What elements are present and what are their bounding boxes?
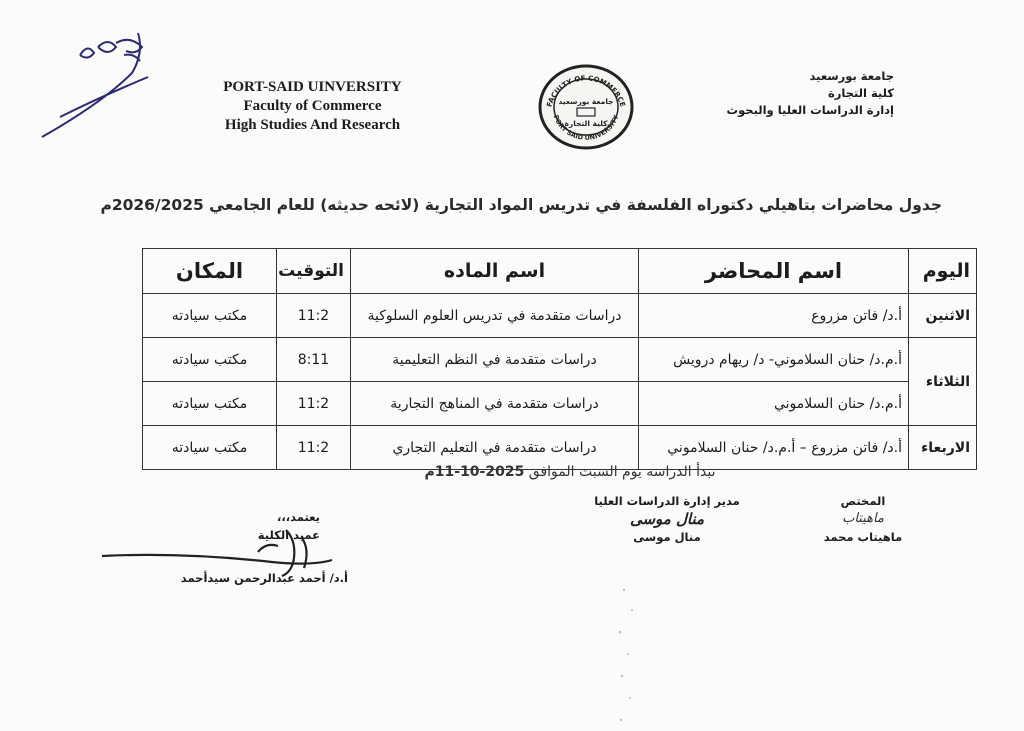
handwritten-approval-mark	[20, 25, 170, 140]
arabic-header	[634, 68, 894, 119]
row-day: الثلاثاء	[909, 338, 977, 426]
row-subject: دراسات متقدمة في تدريس العلوم السلوكية	[351, 294, 639, 338]
faculty-seal	[537, 62, 635, 150]
specialist-handwriting: ماهيتاب	[842, 511, 884, 526]
row-time: 11:2	[277, 294, 351, 338]
table-row	[143, 294, 977, 338]
scan-speckle	[612, 580, 672, 730]
row-lecturer: أ.د/ فاتن مزروع – أ.م.د/ حنان السلاموني	[639, 426, 909, 470]
row-lecturer: أ.م.د/ حنان السلاموني	[639, 382, 909, 426]
study-start-note	[380, 464, 760, 480]
row-day: الاثنين	[909, 294, 977, 338]
table-row	[143, 382, 977, 426]
dean-approval: يعتمد،،،	[277, 510, 320, 524]
university-name-ar: جامعة بورسعيد	[809, 69, 894, 83]
row-place: مكتب سيادته	[143, 426, 277, 470]
lecture-schedule-table	[142, 248, 977, 470]
table-row	[143, 426, 977, 470]
seal-center-bottom: كلية التجارة	[564, 119, 608, 128]
row-time: 11:2	[277, 426, 351, 470]
university-name-en: PORT-SAID UINVERSITY	[223, 79, 402, 95]
dean-name: أ.د/ أحمد عبدالرحمن سيدأحمد	[180, 571, 348, 585]
english-header	[205, 78, 420, 135]
start-date: 2025-10-11م	[424, 464, 525, 480]
row-subject: دراسات متقدمة في المناهج التجارية	[351, 382, 639, 426]
specialist-signature-block	[808, 492, 918, 546]
row-place: مكتب سيادته	[143, 338, 277, 382]
row-lecturer: أ.د/ فاتن مزروع	[639, 294, 909, 338]
faculty-name-en: Faculty of Commerce	[243, 98, 382, 114]
faculty-name-ar: كلية التجارة	[827, 86, 894, 100]
table-header-row	[143, 249, 977, 294]
header-lecturer: اسم المحاضر	[639, 249, 909, 294]
row-day: الاربعاء	[909, 426, 977, 470]
department-name-ar: إدارة الدراسات العليا والبحوث	[726, 103, 894, 117]
row-place: مكتب سيادته	[143, 382, 277, 426]
director-signature-block	[582, 492, 752, 546]
seal-center-top: جامعة بورسعيد	[558, 97, 614, 106]
dean-role: عميد الكلية	[257, 528, 320, 542]
seal-ring-top: FACULTY OF COMMERCE	[545, 74, 627, 108]
start-note-text: تبدأ الدراسة يوم السبت الموافق	[524, 464, 716, 480]
specialist-name: ماهيتاب محمد	[823, 530, 903, 544]
director-name: منال موسى	[633, 530, 701, 544]
row-subject: دراسات متقدمة في النظم التعليمية	[351, 338, 639, 382]
specialist-role: المختص	[840, 494, 886, 508]
document-title: جدول محاضرات بتاهيلي دكتوراه الفلسفة في تدريس المواد التجارية (لائحه حديثه) للعام الجامعي 2026/2025م	[100, 196, 942, 214]
row-subject: دراسات متقدمة في التعليم التجاري	[351, 426, 639, 470]
header-subject: اسم الماده	[351, 249, 639, 294]
header-day: اليوم	[909, 249, 977, 294]
row-place: مكتب سيادته	[143, 294, 277, 338]
department-name-en: High Studies And Research	[224, 117, 401, 133]
table-row	[143, 338, 977, 382]
row-time: 8:11	[277, 338, 351, 382]
row-time: 11:2	[277, 382, 351, 426]
director-handwriting: منال موسى	[629, 510, 705, 528]
header-time: التوقيت	[277, 249, 351, 294]
header-place: المكان	[143, 249, 277, 294]
seal-ring-bottom: PORT SAID UNIVERSITY	[551, 113, 621, 142]
row-lecturer: أ.م.د/ حنان السلاموني- د/ ريهام درويش	[639, 338, 909, 382]
director-role: مدير إدارة الدراسات العليا	[594, 494, 740, 508]
